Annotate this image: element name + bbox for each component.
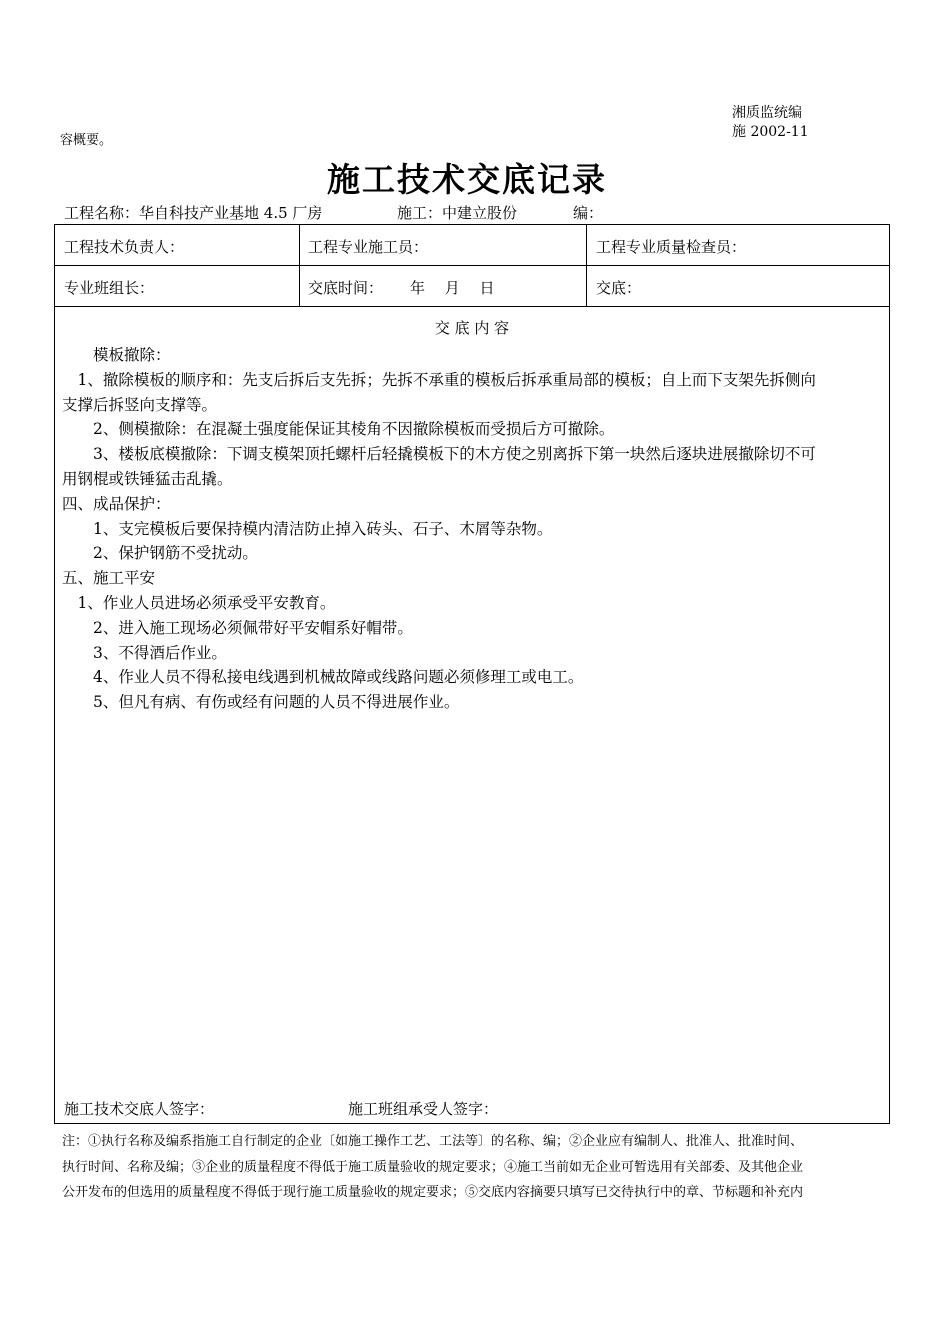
content-line: 用钢棍或铁锤猛击乱撬。: [62, 469, 233, 488]
handover-time-label: 交底时间：: [308, 279, 384, 297]
row-divider-1: [55, 265, 889, 266]
content-line: 2、侧模撤除：在混凝土强度能保证其棱角不因撤除模板而受损后方可撤除。: [62, 420, 615, 439]
content-line: 3、不得酒后作业。: [62, 643, 227, 662]
content-line: 2、保护钢筋不受扰动。: [62, 544, 258, 563]
tech-lead-label: 工程技术负责人：: [64, 238, 185, 256]
team-leader-label: 专业班组长：: [64, 279, 155, 297]
content-line: 3、楼板底模撤除：下调支模架顶托螺杆后轻撬模板下的木方使之别离拆下第一块然后逐块进展撤除切不可: [62, 445, 816, 464]
content-line: 模板撤除：: [62, 346, 171, 364]
content-heading: 交 底 内 容: [434, 319, 510, 337]
form-code-line1: 湘质监统编: [732, 105, 802, 121]
col-divider-1: [299, 225, 300, 306]
form-code-line2: 施 2002-11: [732, 124, 809, 140]
row-divider-2: [55, 306, 889, 307]
stray-text: 容概要。: [60, 133, 113, 148]
content-line: 四、成品保护：: [62, 494, 171, 513]
content-line: 1、作业人员进场必须承受平安教育。: [62, 593, 336, 612]
project-name: 工程名称：华自科技产业基地 4.5 厂房: [64, 204, 323, 222]
content-line: 4、作业人员不得私接电线遇到机械故障或线路问题必须修理工或电工。: [62, 668, 584, 687]
content-line: 1、撤除模板的顺序和：先支后拆后支先拆；先拆不承重的模板后拆承重局部的模板；自上而下支架先拆侧向: [62, 370, 816, 389]
content-line: 1、支完模板后要保持模内清洁防止掉入砖头、石子、木屑等杂物。: [62, 519, 553, 538]
receiver-signature-label: 施工班组承受人签字：: [348, 1100, 499, 1118]
footnote-line: 执行时间、名称及编；③企业的质量程度不得低于施工质量验收的规定要求；④施工当前如无企业可暂选用有关部委、及其他企业: [62, 1159, 804, 1175]
contractor: 施工：中建立股份: [397, 204, 518, 222]
col-divider-2: [586, 225, 587, 306]
footnote-line: 公开发布的但选用的质量程度不得低于现行施工质量验收的规定要求；⑤交底内容摘要只填写已交待执行中的章、节标题和补充内: [62, 1185, 804, 1200]
content-line: 支撑后拆竖向支撑等。: [62, 395, 218, 414]
handover-signature-label: 施工技术交底人签字：: [64, 1100, 215, 1118]
handover-label: 交底：: [596, 279, 642, 297]
page-title: 施工技术交底记录: [327, 160, 607, 199]
qc-label: 工程专业质量检查员：: [596, 238, 747, 256]
content-line: 5、但凡有病、有伤或经有问题的人员不得进展作业。: [62, 693, 460, 712]
constructor-label: 工程专业施工员：: [308, 238, 429, 256]
editor-label: 编：: [573, 204, 604, 222]
content-body: [62, 343, 884, 715]
footnotes: [62, 1129, 894, 1206]
content-line: 五、施工平安: [62, 569, 156, 588]
handover-date: 年 月 日: [410, 279, 495, 297]
content-line: 2、进入施工现场必须佩带好平安帽系好帽带。: [62, 618, 413, 637]
footnote-line: 注：①执行名称及编系指施工自行制定的企业〔如施工操作工艺、工法等〕的名称、编；②企业应有编制人、批准人、批准时间、: [62, 1134, 804, 1149]
